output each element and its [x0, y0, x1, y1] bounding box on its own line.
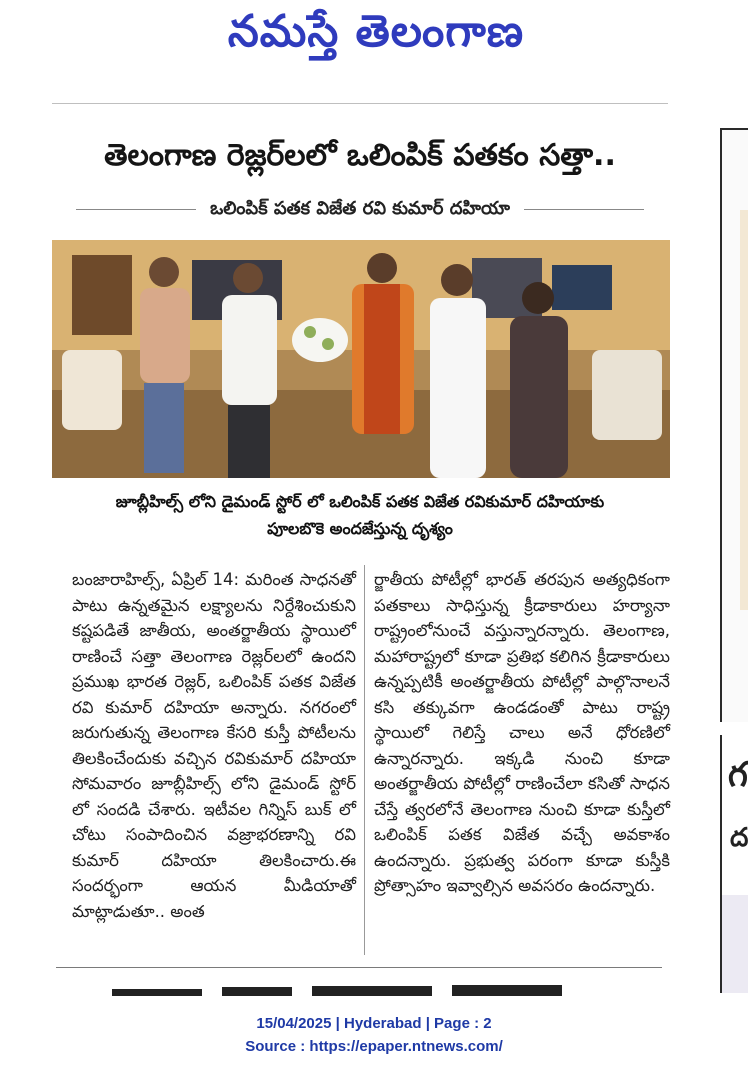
article-subheadline: ఒలింపిక్ పతక విజేత రవి కుమార్ దహియా	[210, 198, 510, 219]
photo-illustration	[52, 240, 670, 478]
subhead-right-rule	[524, 209, 644, 210]
photo-caption-line-1: జూబ్లీహిల్స్ లోని డైమండ్ స్టోర్ లో ఒలింపిక్ పతక విజేత రవికుమార్ దహియాకు	[115, 492, 605, 511]
article-subheadline-row	[52, 198, 668, 223]
photo-caption	[52, 488, 668, 542]
column-divider	[364, 565, 365, 955]
adjacent-heading-glyph-2: ద	[730, 823, 748, 853]
bottom-divider	[56, 967, 662, 968]
page-footer	[0, 1012, 748, 1058]
news-photo	[52, 240, 670, 478]
adjacent-article-edge-lower	[720, 735, 748, 993]
masthead	[0, 0, 748, 80]
next-article-cutoff	[112, 982, 582, 996]
adjacent-heading-glyph: గ	[728, 755, 748, 795]
article-column-left: బంజారాహిల్స్, ఏప్రిల్ 14: మరింత సాధనతో పాటు ఉన్నతమైన లక్ష్యాలను నిర్దేశించుకుని కష్టపడితే జాతీయ, అంతర్జాతీయ స్థాయిలో రాణించే సత్తా తెలంగాణ రెజ్లర్‌లలో ఉందని ప్రముఖ భారత రెజ్లర్, ఒలింపిక్ పతక విజేత రవి కుమార్ దహియా అన్నారు. నగరంలో జరుగుతున్న తెలంగాణ కేసరి కుస్తీ పోటీలను తిలకించేందుకు వచ్చిన రవికుమార్ దహియా సోమవారం జూబ్లీహిల్స్ లోని డైమండ్ స్టోర్ లో సందడి చేశారు. ఇటీవల గిన్నిస్ బుక్ లో చోటు సంపాదించిన వజ్రాభరణాన్ని రవి కుమార్ దహియా తిలకించారు.ఈ సందర్భంగా ఆయన మీడియాతో మాట్లాడుతూ.. అంత	[72, 570, 356, 921]
footer-dateline: 15/04/2025 | Hyderabad | Page : 2	[256, 1015, 492, 1032]
top-divider	[52, 103, 668, 104]
subhead-left-rule	[76, 209, 196, 210]
newspaper-logo: నమస్తే తెలంగాణ	[227, 6, 525, 57]
article-headline: తెలంగాణ రెజ్లర్‌లలో ఒలింపిక్ పతకం సత్తా..	[104, 138, 616, 173]
adjacent-shaded-box	[722, 895, 748, 993]
adjacent-image-strip	[740, 210, 748, 610]
photo-caption-line-2: పూలబొకె అందజేస్తున్న దృశ్యం	[267, 519, 453, 538]
article-column-right: ర్జాతీయ పోటీల్లో భారత్ తరపున అత్యధికంగా పతకాలు సాధిస్తున్న క్రీడాకారులు హర్యానా రాష్ట్రంలోనుంచే వస్తున్నారన్నారు. తెలంగాణ, మహారాష్ట్రలో కూడా ప్రతిభ కలిగిన క్రీడాకారులు ఉన్నప్పటికీ అంతర్జాతీయ పోటీల్లో పాల్గొనాలనే కసి తక్కువగా ఉండడంతో పాటు రాష్ట్ర స్థాయిలో గెలిస్తే చాలు అనే ధోరణిలో ఉన్నారన్నారు. ఇక్కడి నుంచి కూడా అంతర్జాతీయ పోటీల్లో రాణించేలా కసితో సాధన చేస్తే త్వరలోనే తెలంగాణ నుంచి కూడా కుస్తీలో ఒలింపిక్ పతక విజేత వచ్చే అవకాశం ఉందన్నారు. ప్రభుత్వ పరంగా కూడా కుస్తీకి ప్రోత్సాహం ఇవ్వాల్సిన అవసరం ఉందన్నారు.	[374, 570, 670, 895]
cropped-heading-fragment	[112, 983, 582, 996]
adjacent-article-edge	[720, 128, 748, 722]
footer-source[interactable]: Source : https://epaper.ntnews.com/	[245, 1038, 503, 1055]
